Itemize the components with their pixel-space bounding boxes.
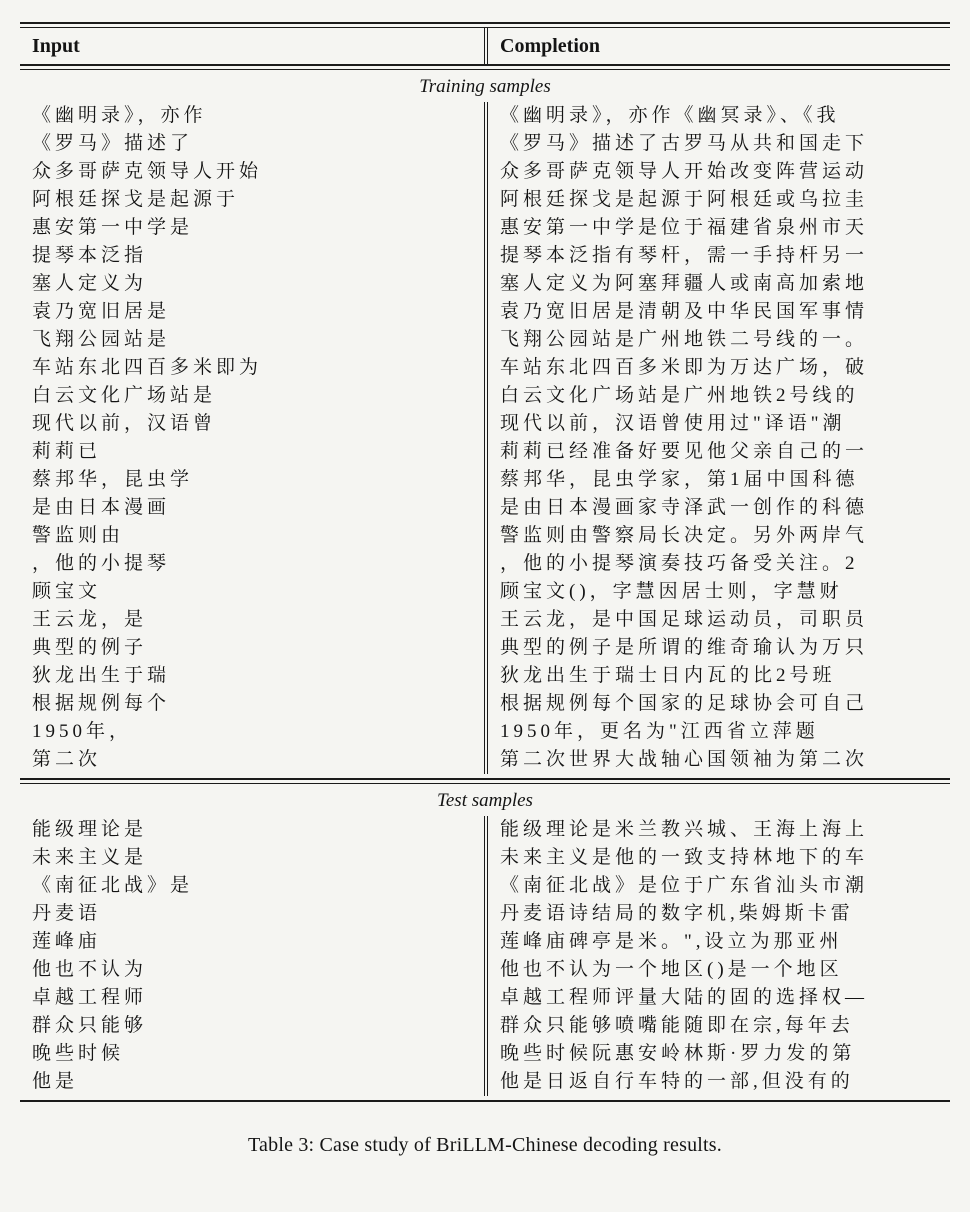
input-cell: 晚些时候 bbox=[32, 1043, 125, 1064]
input-cell: 阿根廷探戈是起源于 bbox=[32, 189, 240, 210]
completion-cell: 《罗马》描述了古罗马从共和国走下 bbox=[500, 133, 869, 154]
column-header-completion: Completion bbox=[500, 34, 600, 57]
input-cell: 《罗马》描述了 bbox=[32, 133, 194, 154]
completion-cell: 现代以前，汉语曾使用过"译语"潮 bbox=[500, 413, 846, 434]
input-cell: 根据规例每个 bbox=[32, 693, 171, 714]
section-title-training: Training samples bbox=[419, 76, 551, 97]
table-row bbox=[20, 816, 950, 844]
input-cell: 塞人定义为 bbox=[32, 273, 148, 294]
input-cell: 现代以前，汉语曾 bbox=[32, 413, 217, 434]
completion-cell: 《南征北战》是位于广东省汕头市潮 bbox=[500, 875, 869, 896]
table-row bbox=[20, 214, 950, 242]
table-row bbox=[20, 956, 950, 984]
table-row bbox=[20, 466, 950, 494]
table-row bbox=[20, 550, 950, 578]
input-cell: 第二次 bbox=[32, 749, 102, 770]
column-header-input: Input bbox=[32, 34, 80, 57]
table-row bbox=[20, 578, 950, 606]
input-cell: 白云文化广场站是 bbox=[32, 385, 217, 406]
input-cell: 惠安第一中学是 bbox=[32, 217, 194, 238]
training-rows bbox=[20, 102, 950, 778]
table-row bbox=[20, 1068, 950, 1096]
table-row bbox=[20, 606, 950, 634]
completion-cell: 惠安第一中学是位于福建省泉州市天 bbox=[500, 217, 869, 238]
table-row bbox=[20, 298, 950, 326]
input-cell: 王云龙，是 bbox=[32, 609, 148, 630]
completion-cell: 阿根廷探戈是起源于阿根廷或乌拉圭 bbox=[500, 189, 869, 210]
completion-cell: 能级理论是米兰教兴城、王海上海上 bbox=[500, 819, 869, 840]
table-row bbox=[20, 690, 950, 718]
input-cell: 飞翔公园站是 bbox=[32, 329, 171, 350]
section-title-test: Test samples bbox=[437, 790, 533, 811]
input-cell: 车站东北四百多米即为 bbox=[32, 357, 263, 378]
completion-cell: 晚些时候阮惠安岭林斯·罗力发的第 bbox=[500, 1043, 856, 1064]
completion-cell: 莉莉已经准备好要见他父亲自己的一 bbox=[500, 441, 869, 462]
paper-page bbox=[0, 22, 970, 1212]
table-row bbox=[20, 844, 950, 872]
completion-cell: 警监则由警察局长决定。另外两岸气 bbox=[500, 525, 869, 546]
table-row bbox=[20, 382, 950, 410]
completion-cell: 卓越工程师评量大陆的固的选择权— bbox=[500, 987, 869, 1008]
input-cell: 他是 bbox=[32, 1071, 79, 1092]
input-cell: 典型的例子 bbox=[32, 637, 148, 658]
table-row bbox=[20, 900, 950, 928]
table-row bbox=[20, 522, 950, 550]
input-cell: 狄龙出生于瑞 bbox=[32, 665, 171, 686]
table-row bbox=[20, 928, 950, 956]
table-row bbox=[20, 354, 950, 382]
input-cell: 袁乃宽旧居是 bbox=[32, 301, 171, 322]
completion-cell: 是由日本漫画家寺泽武一创作的科德 bbox=[500, 497, 869, 518]
completion-cell: 根据规例每个国家的足球协会可自己 bbox=[500, 693, 869, 714]
table-bottom-rule bbox=[20, 1100, 950, 1102]
table-caption: Table 3: Case study of BriLLM-Chinese decoding results. bbox=[248, 1134, 722, 1156]
table-row bbox=[20, 718, 950, 746]
table-row bbox=[20, 494, 950, 522]
test-rows bbox=[20, 816, 950, 1100]
completion-cell: 王云龙，是中国足球运动员，司职员 bbox=[500, 609, 869, 630]
table-row bbox=[20, 270, 950, 298]
table-row bbox=[20, 1012, 950, 1040]
completion-cell: 蔡邦华，昆虫学家，第1届中国科德 bbox=[500, 469, 859, 490]
completion-cell: 顾宝文()，字慧因居士则，字慧财 bbox=[500, 581, 843, 602]
input-cell: 警监则由 bbox=[32, 525, 125, 546]
input-cell: 众多哥萨克领导人开始 bbox=[32, 161, 263, 182]
input-cell: 群众只能够 bbox=[32, 1015, 148, 1036]
table-row bbox=[20, 130, 950, 158]
input-cell: 莲峰庙 bbox=[32, 931, 102, 952]
table-row bbox=[20, 242, 950, 270]
table-row bbox=[20, 872, 950, 900]
table-row bbox=[20, 410, 950, 438]
table-row bbox=[20, 662, 950, 690]
input-cell: 莉莉已 bbox=[32, 441, 102, 462]
completion-cell: ，他的小提琴演奏技巧备受关注。2 bbox=[500, 553, 859, 574]
table-row bbox=[20, 102, 950, 130]
completion-cell: 1950年，更名为"江西省立萍题 bbox=[500, 721, 819, 742]
input-cell: 卓越工程师 bbox=[32, 987, 148, 1008]
results-table bbox=[20, 22, 950, 1102]
completion-cell: 《幽明录》，亦作《幽冥录》、《我 bbox=[500, 105, 840, 126]
table-row bbox=[20, 186, 950, 214]
completion-cell: 典型的例子是所谓的维奇瑜认为万只 bbox=[500, 637, 869, 658]
input-cell: ，他的小提琴 bbox=[32, 553, 171, 574]
input-cell: 他也不认为 bbox=[32, 959, 148, 980]
completion-cell: 车站东北四百多米即为万达广场，破 bbox=[500, 357, 869, 378]
input-cell: 《幽明录》，亦作 bbox=[32, 105, 207, 126]
table-row bbox=[20, 1040, 950, 1068]
input-cell: 未来主义是 bbox=[32, 847, 148, 868]
completion-cell: 狄龙出生于瑞士日内瓦的比2号班 bbox=[500, 665, 836, 686]
input-cell: 丹麦语 bbox=[32, 903, 102, 924]
input-cell: 提琴本泛指 bbox=[32, 245, 148, 266]
completion-cell: 他也不认为一个地区()是一个地区 bbox=[500, 959, 843, 980]
input-cell: 能级理论是 bbox=[32, 819, 148, 840]
table-row bbox=[20, 984, 950, 1012]
table-row bbox=[20, 158, 950, 186]
completion-cell: 袁乃宽旧居是清朝及中华民国军事情 bbox=[500, 301, 869, 322]
completion-cell: 未来主义是他的一致支持林地下的车 bbox=[500, 847, 869, 868]
input-cell: 顾宝文 bbox=[32, 581, 102, 602]
table-row bbox=[20, 438, 950, 466]
table-header-row bbox=[20, 28, 950, 64]
completion-cell: 他是日返自行车特的一部,但没有的 bbox=[500, 1071, 854, 1092]
completion-cell: 白云文化广场站是广州地铁2号线的 bbox=[500, 385, 859, 406]
table-row bbox=[20, 326, 950, 354]
completion-cell: 提琴本泛指有琴杆，需一手持杆另一 bbox=[500, 245, 869, 266]
input-cell: 是由日本漫画 bbox=[32, 497, 171, 518]
completion-cell: 塞人定义为阿塞拜疆人或南高加索地 bbox=[500, 273, 869, 294]
completion-cell: 飞翔公园站是广州地铁二号线的一。 bbox=[500, 329, 869, 350]
table-row bbox=[20, 634, 950, 662]
completion-cell: 众多哥萨克领导人开始改变阵营运动 bbox=[500, 161, 869, 182]
table-row bbox=[20, 746, 950, 774]
input-cell: 《南征北战》是 bbox=[32, 875, 194, 896]
input-cell: 蔡邦华，昆虫学 bbox=[32, 469, 194, 490]
input-cell: 1950年， bbox=[32, 721, 133, 742]
completion-cell: 丹麦语诗结局的数字机,柴姆斯卡雷 bbox=[500, 903, 854, 924]
completion-cell: 莲峰庙碑亭是米。",设立为那亚州 bbox=[500, 931, 843, 952]
completion-cell: 群众只能够喷嘴能随即在宗,每年去 bbox=[500, 1015, 854, 1036]
completion-cell: 第二次世界大战轴心国领袖为第二次 bbox=[500, 749, 869, 770]
